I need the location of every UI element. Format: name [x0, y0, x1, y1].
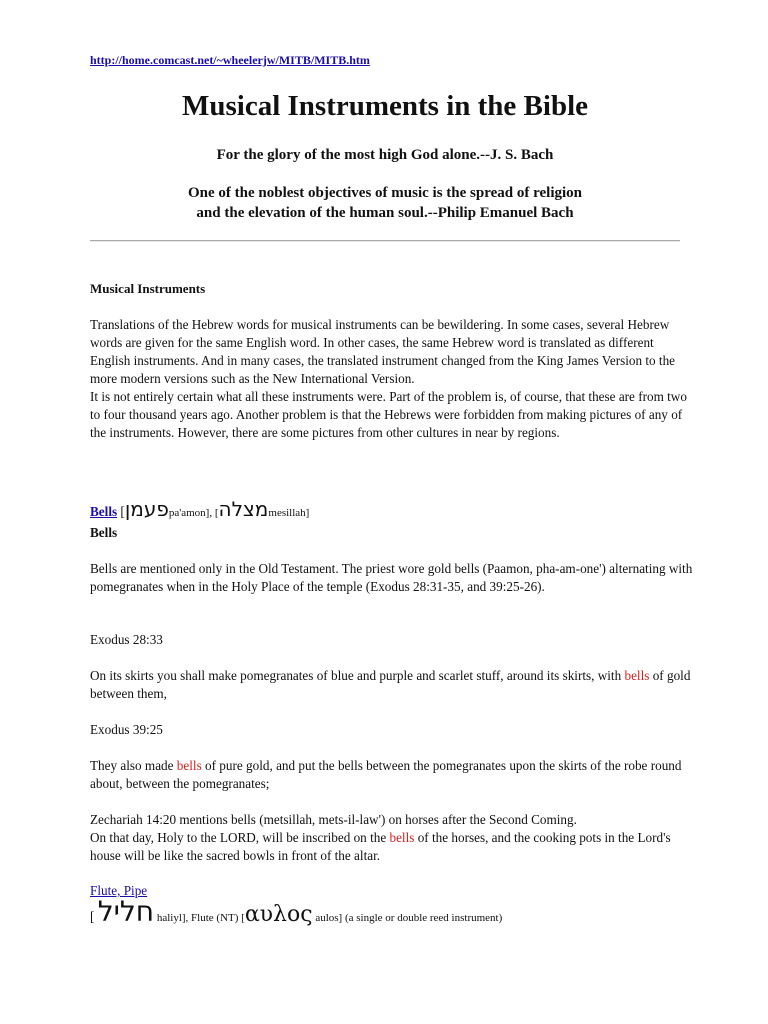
- flute-pipe-link[interactable]: Flute, Pipe: [90, 883, 148, 898]
- scripture-reference-2: Exodus 39:25: [90, 722, 163, 737]
- flute-terms: [90, 895, 695, 928]
- bells-paragraph: Bells are mentioned only in the Old Testament. The priest wore gold bells (Paamon, pha-am-one') alternating with pomegranates when in the Holy Place of the temple (Exodus 28:31-35, and 39:25-26).: [90, 561, 693, 594]
- source-url-link[interactable]: http://home.comcast.net/~wheelerjw/MITB/MITB.htm: [90, 53, 370, 67]
- translit-paamon: pa'amon], [: [168, 507, 219, 519]
- scripture-quote-2: [90, 757, 695, 793]
- bracket-open: [: [117, 504, 125, 519]
- intro-text-2: It is not entirely certain what all these instruments were. Part of the problem is, of course, that these are from two to four thousand years ago. Another problem is that the Hebrews were forbidden from making pictures of any of the instruments. However, there are some pictures from other cultures in near by regions.: [90, 389, 687, 440]
- translit-mesillah: mesillah]: [268, 507, 310, 519]
- bells-entry-header: [90, 497, 695, 522]
- bells-heading: Bells: [90, 525, 118, 540]
- quote-line-1: One of the noblest objectives of music is the spread of religion: [187, 185, 582, 201]
- quote-text: of the horses, and the cooking pots in the Lord's house will be like the sacred bowls in front of the altar.: [90, 830, 671, 863]
- flute-entry-header: [90, 882, 695, 900]
- intro-paragraph: [90, 316, 695, 442]
- page-title: Musical Instruments in the Bible: [181, 90, 589, 122]
- quote-line-2: and the elevation of the human soul.--Philip Emanuel Bach: [196, 205, 574, 221]
- highlighted-word: bells: [624, 668, 650, 683]
- hebrew-paamon: פעמן: [124, 497, 169, 521]
- quote-text: They also made: [90, 758, 177, 773]
- highlighted-word: bells: [176, 758, 202, 773]
- quote-text: of gold between them,: [90, 668, 691, 701]
- emanuel-bach-quote: [90, 183, 680, 223]
- section-heading: Musical Instruments: [90, 281, 206, 296]
- bells-link[interactable]: Bells: [90, 504, 118, 519]
- quote-text: On that day, Holy to the LORD, will be inscribed on the: [90, 830, 390, 845]
- quote-text: On its skirts you shall make pomegranates of blue and purple and scarlet stuff, around its skirts, with: [90, 668, 625, 683]
- scripture-quote-1: [90, 667, 695, 703]
- bracket-open: [: [90, 909, 98, 924]
- zechariah-intro: Zechariah 14:20 mentions bells (metsillah, mets-il-law') on horses after the Second Coming.: [90, 812, 577, 827]
- aulos-description: aulos] (a single or double reed instrument): [312, 912, 503, 924]
- greek-aulos: αυλος: [244, 902, 313, 927]
- horizontal-divider: [90, 240, 680, 242]
- translit-haliyl: haliyl], Flute (NT) [: [154, 912, 245, 924]
- hebrew-haliyl: חליל: [97, 895, 155, 928]
- highlighted-word: bells: [389, 830, 415, 845]
- intro-text-1: Translations of the Hebrew words for musical instruments can be bewildering. In some cases, several Hebrew words are given for the same English word. In other cases, the same Hebrew word is translated as different English instruments. And in many cases, the translated instrument changed from the King James Version to the more modern versions such as the New International Version.: [90, 317, 676, 386]
- quote-text: of pure gold, and put the bells between the pomegranates upon the skirts of the robe round about, between the pomegranates;: [90, 758, 682, 791]
- zechariah-paragraph: [90, 811, 695, 865]
- scripture-reference-1: Exodus 28:33: [90, 632, 163, 647]
- bach-quote: For the glory of the most high God alone.--J. S. Bach: [216, 147, 554, 163]
- hebrew-mesillah: מצלה: [218, 497, 269, 521]
